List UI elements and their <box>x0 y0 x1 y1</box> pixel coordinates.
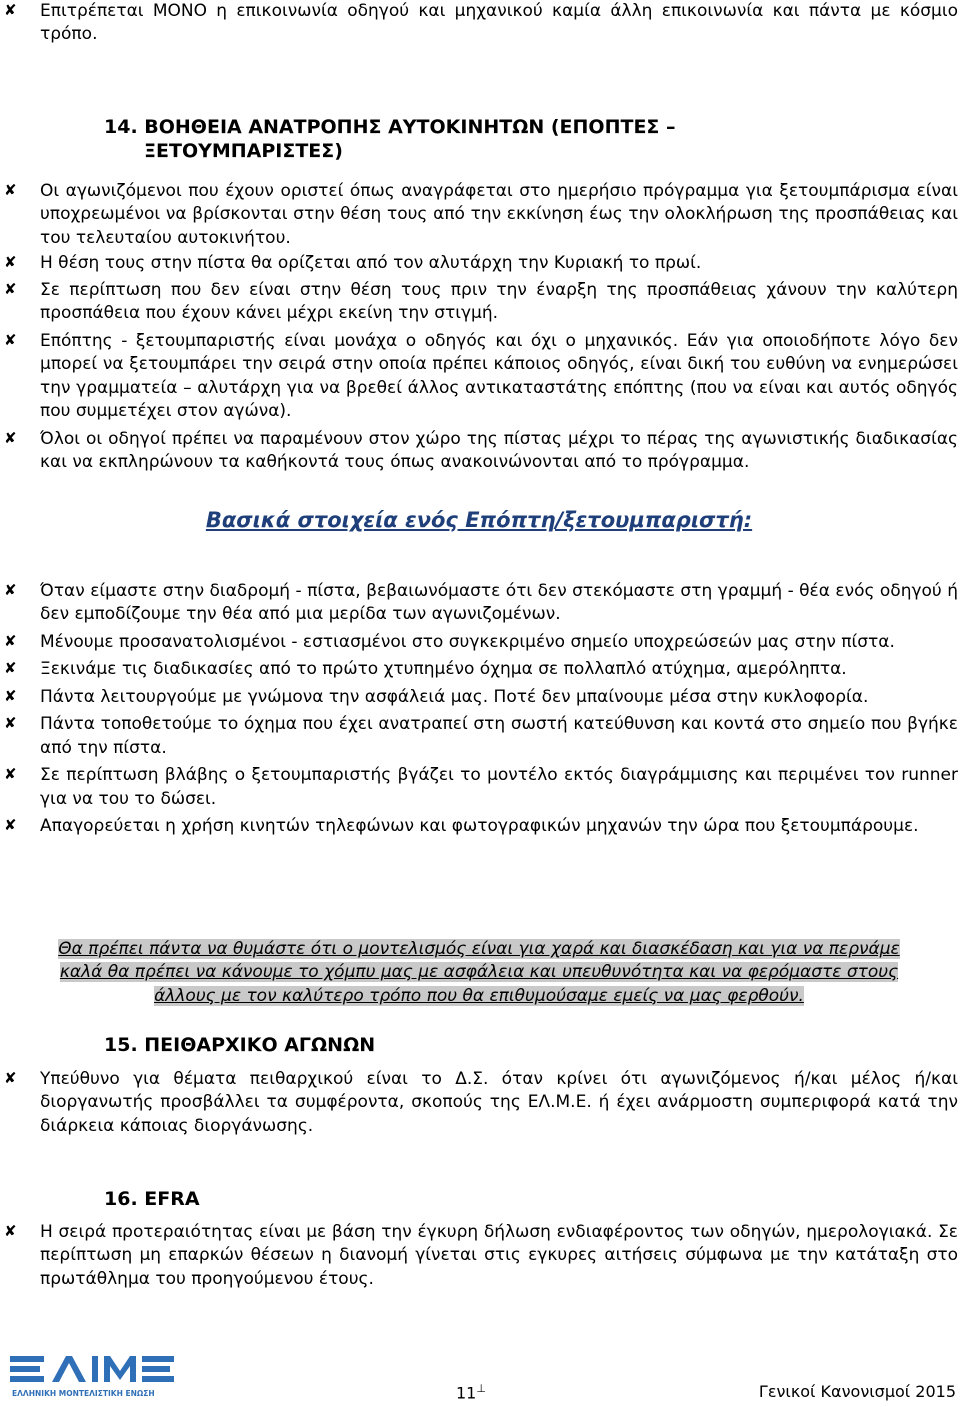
section-16-list <box>0 1221 958 1291</box>
list-item: ✘ Πάντα λειτουργούμε με γνώμονα την ασφάλειά μας. Ποτέ δεν μπαίνουμε μέσα στην κυκλοφορία. <box>4 686 869 707</box>
list-item: ✘ Υπεύθυνο για θέματα πειθαρχικού είναι το Δ.Σ. όταν κρίνει ότι αγωνιζόμενος ή/και μέλος ή/και διοργανωτής προσβάλλει τα συμφέροντα, σκοπούς της ΕΛ.Μ.Ε. ή έχει ανάρμοστη συμπεριφορά κατά την διάρκεια κάποιας διοργάνωσης. <box>4 1069 958 1136</box>
cross-bullet-icon: ✘ <box>4 765 17 784</box>
list-item: ✘ Η θέση τους στην πίστα θα ορίζεται από τον αλυτάρχη την Κυριακή το πρωί. <box>4 253 702 274</box>
section-15-title: 15. ΠΕΙΘΑΡΧΙΚΟ ΑΓΩΝΩΝ <box>104 1034 376 1056</box>
cross-bullet-icon: ✘ <box>4 714 17 733</box>
basics-heading-block <box>0 506 958 535</box>
basics-list <box>0 580 958 839</box>
cross-bullet-icon: ✘ <box>4 631 17 650</box>
section-16 <box>0 1186 958 1212</box>
cross-bullet-icon: ✘ <box>4 659 17 678</box>
section-16-title: 16. EFRA <box>104 1188 200 1210</box>
logo-subtitle: ΕΛΛΗΝΙΚΗ ΜΟΝΤΕΛΙΣΤΙΚΗ ΕΝΩΣΗ <box>12 1389 155 1398</box>
cross-bullet-icon: ✘ <box>4 253 17 272</box>
page-number: 11⊥ <box>456 1382 486 1403</box>
list-item: ✘ Μένουμε προσανατολισμένοι - εστιασμένοι στο συγκεκριμένο σημείο υποχρεώσεών μας στην πίστα. <box>4 631 895 652</box>
list-item: ✘ Ξεκινάμε τις διαδικασίες από το πρώτο χτυπημένο όχημα σε πολλαπλό ατύχημα, αμερόληπτα. <box>4 659 847 680</box>
list-item: ✘ Σε περίπτωση βλάβης ο ξετουμπαριστής βγάζει το μοντέλο εκτός διαγράμμισης και περιμένει τον runner για να του το δώσει. <box>4 765 958 809</box>
cross-bullet-icon: ✘ <box>4 686 17 705</box>
cross-bullet-icon: ✘ <box>4 330 17 349</box>
note-line: άλλους με τον καλύτερο τρόπο που θα επιθυμούσαμε εμείς να μας φερθούν. <box>154 985 804 1006</box>
cross-bullet-icon: ✘ <box>4 279 17 298</box>
list-item: ✘ Απαγορεύεται η χρήση κινητών τηλεφώνων και φωτογραφικών μηχανών την ώρα που ξετουμπάρουμε. <box>4 816 919 837</box>
highlight-note <box>0 938 958 1008</box>
list-item: ✘ Η σειρά προτεραιότητας είναι με βάση την έγκυρη δήλωση ενδιαφέροντος των οδηγών, ημερολογιακά. Σε περίπτωση μη επαρκών θέσεων η διανομή γίνεται στις εγκυρες αιτήσεις σύμφωνα με την κατάταξη στο πρωτάθλημα του προηγούμενου έτους. <box>4 1222 958 1289</box>
note-line: καλά θα πρέπει να κάνουμε το χόμπυ μας με ασφάλεια και υπευθυνότητα και να φερόμαστε στους <box>59 962 899 983</box>
elme-logo-icon <box>8 1352 178 1400</box>
cross-bullet-icon: ✘ <box>4 1069 17 1087</box>
cross-bullet-icon: ✘ <box>4 181 17 199</box>
cross-bullet-icon: ✘ <box>4 581 17 599</box>
cross-bullet-icon: ✘ <box>4 1222 17 1240</box>
section-15 <box>0 1032 958 1058</box>
section-15-list <box>0 1068 958 1138</box>
elme-logo <box>8 1352 178 1407</box>
section-14-title: 14. ΒΟΗΘΕΙΑ ΑΝΑΤΡΟΠΗΣ ΑΥΤΟΚΙΝΗΤΩΝ (ΕΠΟΠΤΕΣ – ΞΕΤΟΥΜΠΑΡΙΣΤΕΣ) <box>104 116 676 162</box>
list-item: ✘ Οι αγωνιζόμενοι που έχουν οριστεί όπως αναγράφεται στο ημερήσιο πρόγραμμα για ξετουμπάρισμα είναι υποχρεωμένοι να βρίσκονται στην θέση τους από την εκκίνηση έως την ολοκλήρωση της προσπάθειας και του τελευταίου αυτοκινήτου. <box>4 181 958 248</box>
list-item: ✘ Όταν είμαστε στην διαδρομή - πίστα, βεβαιωνόμαστε ότι δεν στεκόμαστε στη γραμμή - θέα ενός οδηγού ή δεν εμποδίζουμε την θέα από μια μερίδα των αγωνιζομένων. <box>4 581 958 625</box>
list-item: ✘ Όλοι οι οδηγοί πρέπει να παραμένουν στον χώρο της πίστας μέχρι το πέρας της αγωνιστικής διαδικασίας και να εκπληρώνουν τα καθήκοντά τους όπως ανακοινώνονται από το πρόγραμμα. <box>4 428 958 472</box>
document-title: Γενικοί Κανονισμοί 2015 <box>758 1382 956 1401</box>
list-item: ✘ Σε περίπτωση που δεν είναι στην θέση τους πριν την έναρξη της προσπάθειας χάνουν την καλύτερη προσπάθεια που έχουν κάνει μέχρι εκείνη την στιγμή. <box>4 279 958 324</box>
list-item: ✘ Πάντα τοποθετούμε το όχημα που έχει ανατραπεί στη σωστή κατεύθυνση και κοντά στο σημείο που βγήκε από την πίστα. <box>4 714 958 758</box>
cross-bullet-icon: ✘ <box>4 1 17 19</box>
intro-block <box>0 0 958 47</box>
cross-bullet-icon: ✘ <box>4 816 17 835</box>
list-item: ✘ Επόπτης - ξετουμπαριστής είναι μονάχα ο οδηγός και όχι ο μηχανικός. Εάν για οποιοδήποτε λόγο δεν μπορεί να ξετουμπάρει την σειρά στην οποία πρέπει κάποιος οδηγός, είναι δική του ευθύνη να ενημερώσει την γραμματεία – αλυτάρχη για να βρεθεί άλλος αντικαταστάτης επόπτης (που να είναι και αυτός οδηγός που συμμετέχει στον αγώνα). <box>4 330 958 422</box>
section-14-list <box>0 180 958 474</box>
section-14 <box>0 116 958 164</box>
cross-bullet-icon: ✘ <box>4 428 17 447</box>
note-line: Θα πρέπει πάντα να θυμάστε ότι ο μοντελισμός είναι για χαρά και διασκέδαση και για να περνάμε <box>58 939 900 959</box>
list-item: ✘ Επιτρέπεται ΜΟΝΟ η επικοινωνία οδηγού και μηχανικού καμία άλλη επικοινωνία και πάντα με κόσμιο τρόπο. <box>4 1 958 45</box>
basics-title: Βασικά στοιχεία ενός Επόπτη/ξετουμπαριστή: <box>205 508 753 532</box>
